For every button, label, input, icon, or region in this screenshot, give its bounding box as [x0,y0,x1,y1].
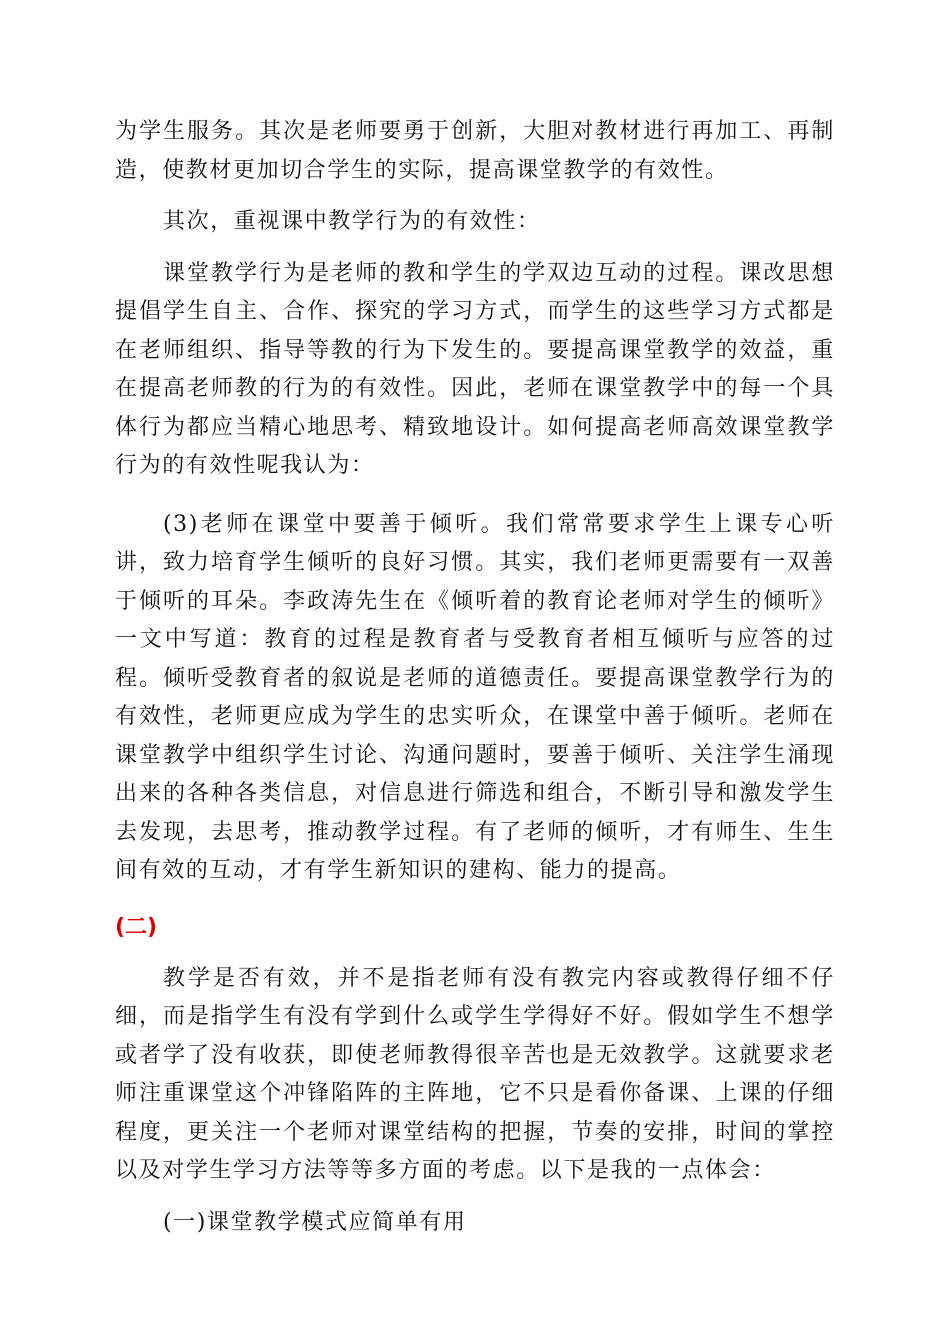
paragraph-effective-teaching: 教学是否有效，并不是指老师有没有教完内容或教得仔细不仔细，而是指学生有没有学到什么或学生学得好不好。假如学生不想学或者学了没有收获，即使老师教得很辛苦也是无效教学。这就要求老师注重课堂这个冲锋陷阵的主阵地，它不只是看你备课、上课的仔细程度，更关注一个老师对课堂结构的把握，节奏的安排，时间的掌控以及对学生学习方法等等多方面的考虑。以下是我的一点体会： [115,965,835,1183]
paragraph-section-one-title: (一)课堂教学模式应简单有用 [163,1209,467,1235]
paragraph-subheading: 其次，重视课中教学行为的有效性： [163,209,541,234]
paragraph-continuation: 为学生服务。其次是老师要勇于创新，大胆对教材进行再加工、再制造，使教材更加切合学生的实际，提高课堂教学的有效性。 [115,119,835,183]
section-heading-two: (二) [115,914,158,940]
paragraph-teaching-behavior: 课堂教学行为是老师的教和学生的学双边互动的过程。课改思想提倡学生自主、合作、探究的学习方式，而学生的这些学习方式都是在老师组织、指导等教的行为下发生的。要提高课堂教学的效益，重在提高老师教的行为的有效性。因此，老师在课堂教学中的每一个具体行为都应当精心地思考、精致地设计。如何提高老师高效课堂教学行为的有效性呢我认为： [115,260,835,478]
document-page [115,113,835,1242]
paragraph-listening: (3)老师在课堂中要善于倾听。我们常常要求学生上课专心听讲，致力培育学生倾听的良好习惯。其实，我们老师更需要有一双善于倾听的耳朵。李政涛先生在《倾听着的教育论老师对学生的倾听》一文中写道：教育的过程是教育者与受教育者相互倾听与应答的过程。倾听受教育者的叙说是老师的道德责任。要提高课堂教学行为的有效性，老师更应成为学生的忠实听众，在课堂中善于倾听。老师在课堂教学中组织学生讨论、沟通问题时，要善于倾听、关注学生涌现出来的各种各类信息，对信息进行筛选和组合，不断引导和激发学生去发现，去思考，推动教学过程。有了老师的倾听，才有师生、生生间有效的互动，才有学生新知识的建构、能力的提高。 [115,511,835,883]
